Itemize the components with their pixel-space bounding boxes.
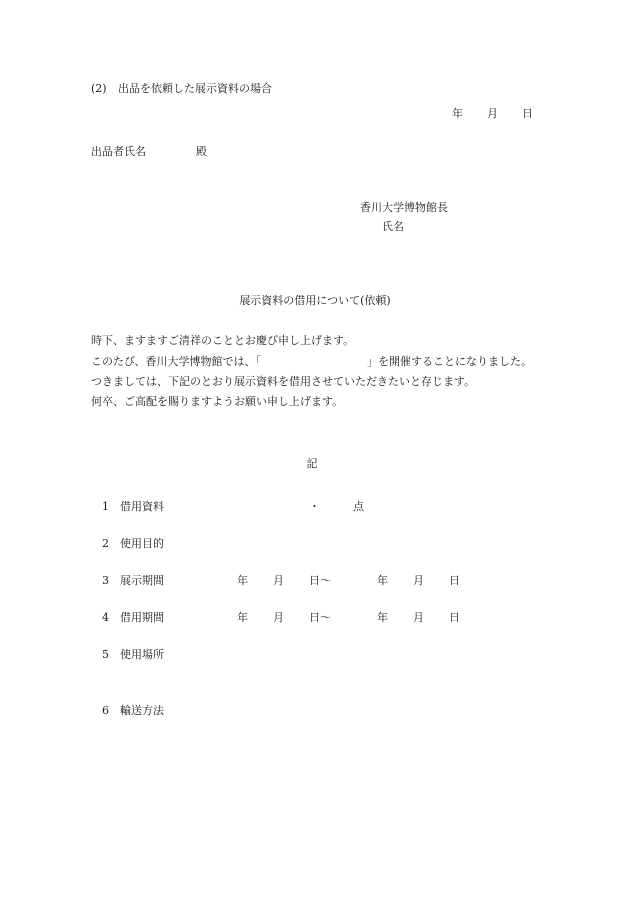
addressee-label: 出品者氏名 [91,145,146,158]
item-number: 4 [102,611,109,624]
date-year-label: 年 [452,107,463,120]
section-heading [91,83,272,94]
date-day-label: 日 [522,107,533,120]
ki-heading [0,458,630,469]
section-number: (2) [91,82,107,95]
period-end-year: 年 [377,611,388,624]
body-line-exhibition-after: 」を開催することになりました。 [367,355,533,368]
period-start-day: 日～ [309,574,331,587]
document-title: 展示資料の借用について(依頼) [239,294,391,307]
item-number: 2 [102,537,109,550]
item-label-purpose: 使用目的 [120,537,164,550]
addressee-line [91,145,207,158]
body-line-exhibition-before: このたび、香川大学博物館では、「 [91,355,262,368]
item-label-location: 使用場所 [120,648,164,661]
period-start-month: 月 [273,574,284,587]
item-number: 6 [102,704,109,717]
addressee-honorific: 殿 [196,145,207,158]
sender-name-label: 氏名 [382,220,404,233]
item-number: 3 [102,574,109,587]
body-line-closing: 何卒、ご高配を賜りますようお願い申し上げます。 [91,395,344,408]
section-heading-text: 出品を依頼した展示資料の場合 [118,82,272,95]
item-label-exhibition-period: 展示期間 [120,574,164,587]
item-label-borrowed-materials: 借用資料 [120,500,164,513]
date-month-label: 月 [487,107,498,120]
sender-organization: 香川大学博物館長 [360,201,448,214]
period-start-year: 年 [237,611,248,624]
item-label-transport: 輸送方法 [120,704,164,717]
period-end-day: 日 [449,611,460,624]
period-end-year: 年 [377,574,388,587]
item-unit-label: 点 [353,500,364,513]
period-start-month: 月 [273,611,284,624]
item-label-loan-period: 借用期間 [120,611,164,624]
period-start-year: 年 [237,574,248,587]
ki-text: 記 [306,457,318,470]
period-start-day: 日～ [309,611,331,624]
item-number: 1 [102,500,109,513]
body-line-greeting: 時下、ますますご清祥のこととお慶び申し上げます。 [91,334,355,347]
item-number: 5 [102,648,109,661]
body-line-exhibition [91,356,532,367]
item-separator-dot: ・ [309,500,320,513]
body-line-request: つきましては、下記のとおり展示資料を借用させていただきたいと存じます。 [91,375,476,388]
period-end-month: 月 [413,574,424,587]
period-end-day: 日 [449,574,460,587]
period-end-month: 月 [413,611,424,624]
